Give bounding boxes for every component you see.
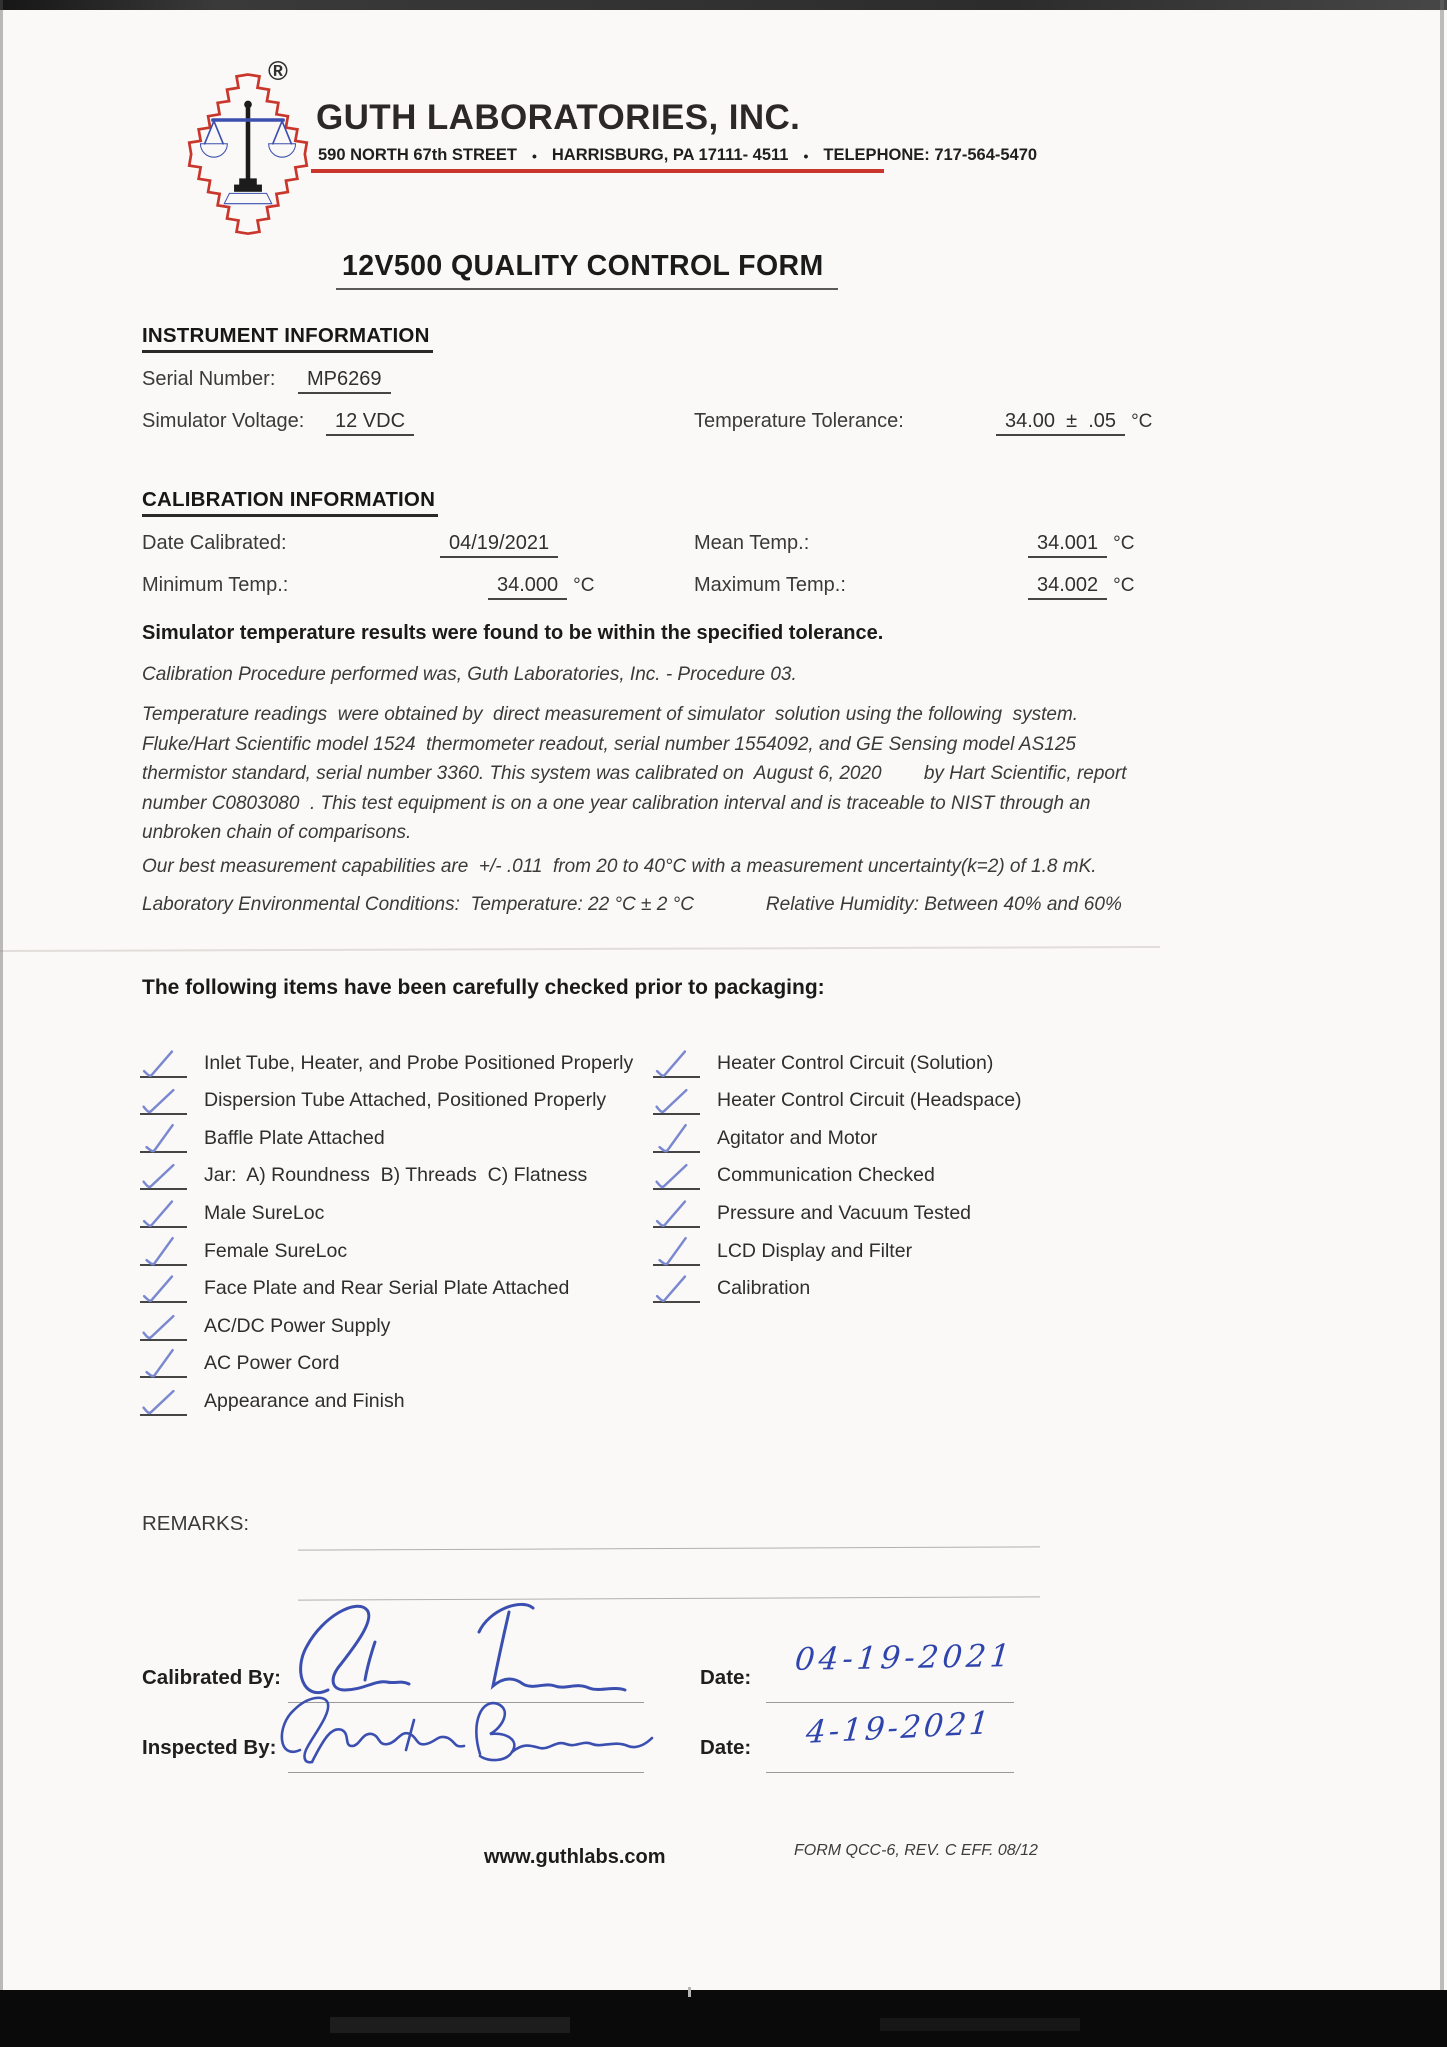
checkmark-icon	[654, 1050, 687, 1082]
checkmark-icon	[142, 1349, 178, 1384]
checkmark-icon	[652, 1086, 688, 1121]
check-blank-line	[653, 1162, 700, 1190]
mean-temp-field	[1028, 532, 1135, 558]
min-temp-field	[488, 574, 595, 600]
checklist-left-column	[140, 1040, 633, 1416]
checklist-item-label: Agitator and Motor	[717, 1126, 878, 1149]
check-blank-line	[140, 1313, 187, 1341]
letterhead-red-underline	[311, 169, 884, 173]
tolerance-result-statement: Simulator temperature results were found to be within the specified tolerance.	[142, 622, 884, 644]
checkmark-icon	[655, 1123, 691, 1158]
date-line	[766, 1772, 1014, 1773]
check-blank-line	[140, 1200, 187, 1228]
checklist-item	[653, 1228, 1022, 1266]
checklist-item-label: Female SureLoc	[204, 1239, 348, 1262]
registered-trademark: ®	[268, 56, 288, 86]
temperature-tolerance-unit: °C	[1131, 411, 1153, 432]
environment-conditions: Laboratory Environmental Conditions: Temperature: 22 °C ± 2 °C	[142, 894, 694, 915]
paragraph-line: Fluke/Hart Scientific model 1524 thermometer readout, serial number 1554092, and GE Sensing model AS125	[142, 733, 1076, 755]
section-heading-instrument: INSTRUMENT INFORMATION	[142, 324, 433, 353]
scan-edge-right	[1440, 0, 1444, 2047]
scan-scratch	[0, 946, 1160, 952]
checklist-item	[140, 1228, 633, 1266]
checklist-item	[140, 1190, 633, 1228]
checkmark-icon	[141, 1050, 174, 1082]
checklist-item	[653, 1190, 1022, 1228]
checklist-heading: The following items have been carefully checked prior to packaging:	[142, 976, 825, 999]
address-phone: TELEPHONE: 717-564-5470	[823, 146, 1038, 164]
checklist-item	[140, 1078, 633, 1116]
checkmark-icon	[139, 1386, 175, 1421]
date-label: Date:	[700, 1736, 752, 1759]
check-blank-line	[653, 1087, 700, 1115]
check-blank-line	[653, 1125, 700, 1153]
form-reference: FORM QCC-6, REV. C EFF. 08/12	[794, 1842, 1038, 1859]
checkmark-icon	[139, 1161, 175, 1196]
capabilities-statement: Our best measurement capabilities are +/- .011 from 20 to 40°C with a measurement uncertainty(k=2) of 1.8 mK.	[142, 856, 1097, 877]
checkmark-icon	[655, 1236, 691, 1271]
section-heading-calibration: CALIBRATION INFORMATION	[142, 488, 438, 517]
date-line	[766, 1702, 1014, 1703]
checklist-item-label: Face Plate and Rear Serial Plate Attached	[204, 1277, 570, 1300]
checklist-item-label: Heater Control Circuit (Solution)	[717, 1051, 994, 1074]
inspected-by-label: Inspected By:	[142, 1736, 277, 1759]
address-city: HARRISBURG, PA 17111- 4511	[551, 146, 789, 164]
serial-number-value: MP6269	[298, 368, 391, 394]
paragraph-line: number C0803080 . This test equipment is on a one year calibration interval and is traceable to NIST through an	[142, 792, 1091, 814]
checklist-item	[140, 1153, 633, 1191]
measurement-system-paragraph	[142, 700, 1127, 848]
check-blank-line	[653, 1238, 700, 1266]
checklist-item	[140, 1040, 633, 1078]
checkmark-icon	[139, 1311, 175, 1346]
remarks-label: REMARKS:	[142, 1512, 250, 1535]
checklist-item-label: Pressure and Vacuum Tested	[717, 1201, 972, 1224]
procedure-statement: Calibration Procedure performed was, Guth Laboratories, Inc. - Procedure 03.	[142, 664, 797, 685]
checklist-item	[140, 1303, 633, 1341]
website-url: www.guthlabs.com	[484, 1846, 666, 1868]
temperature-tolerance-field	[996, 410, 1152, 436]
checklist-item	[140, 1266, 633, 1304]
checklist-item-label: LCD Display and Filter	[717, 1239, 913, 1262]
check-blank-line	[653, 1200, 700, 1228]
bullet-icon: •	[531, 147, 537, 164]
check-blank-line	[140, 1125, 187, 1153]
temperature-tolerance-label: Temperature Tolerance:	[694, 410, 904, 432]
date-calibrated-value: 04/19/2021	[440, 532, 558, 558]
company-address-line	[318, 146, 1037, 165]
checkmark-icon	[652, 1161, 688, 1196]
checkmark-icon	[139, 1086, 175, 1121]
form-title: 12V500 QUALITY CONTROL FORM	[336, 250, 838, 290]
paragraph-line: thermistor standard, serial number 3360. This system was calibrated on August 6, 2020 by Hart Scientific, report	[142, 763, 1127, 784]
checklist-item-label: AC/DC Power Supply	[204, 1314, 391, 1337]
checklist-item	[140, 1115, 633, 1153]
check-blank-line	[140, 1275, 187, 1303]
checklist-item-label: Jar: A) Roundness B) Threads C) Flatness	[204, 1164, 588, 1187]
checkmark-icon	[141, 1275, 174, 1307]
paragraph-line: Temperature readings were obtained by direct measurement of simulator solution using the following system.	[142, 704, 1079, 725]
min-temp-value: 34.000	[488, 574, 567, 600]
checklist-item-label: Calibration	[717, 1277, 811, 1300]
calibrated-date-handwritten: 04-19-2021	[793, 1638, 1016, 1678]
checkmark-icon	[142, 1236, 178, 1271]
checklist-item	[653, 1040, 1022, 1078]
bullet-icon: •	[803, 147, 809, 164]
scan-edge-bottom	[0, 1990, 1447, 2047]
checkmark-icon	[654, 1200, 687, 1232]
scan-noise	[880, 2018, 1080, 2031]
address-street: 590 NORTH 67th STREET	[318, 146, 517, 164]
min-temp-unit: °C	[573, 575, 595, 596]
scan-noise	[330, 2017, 570, 2033]
check-blank-line	[140, 1388, 187, 1416]
checklist-item-label: Baffle Plate Attached	[204, 1126, 385, 1149]
max-temp-unit: °C	[1113, 575, 1135, 596]
inspected-date-handwritten: 4-19-2021	[804, 1705, 994, 1751]
checkmark-icon	[654, 1275, 687, 1307]
date-calibrated-label: Date Calibrated:	[142, 532, 287, 554]
checklist-item	[653, 1153, 1022, 1191]
checklist-item-label: Heater Control Circuit (Headspace)	[717, 1089, 1022, 1112]
scan-edge-left	[0, 0, 3, 2047]
temperature-tolerance-value: 34.00 ± .05	[996, 410, 1125, 436]
checklist-item-label: Appearance and Finish	[204, 1389, 405, 1412]
check-blank-line	[140, 1350, 187, 1378]
environment-statement	[142, 894, 1122, 916]
company-name: GUTH LABORATORIES, INC.	[316, 98, 801, 137]
checklist-item-label: Male SureLoc	[204, 1201, 325, 1224]
remarks-line	[298, 1546, 1040, 1550]
check-blank-line	[140, 1050, 187, 1078]
max-temp-field	[1028, 574, 1135, 600]
mean-temp-unit: °C	[1113, 533, 1135, 554]
mean-temp-value: 34.001	[1028, 532, 1107, 558]
checklist-item	[653, 1115, 1022, 1153]
checklist-item-label: Inlet Tube, Heater, and Probe Positioned Properly	[204, 1051, 634, 1074]
min-temp-label: Minimum Temp.:	[142, 574, 289, 596]
check-blank-line	[140, 1087, 187, 1115]
checklist-right-column	[653, 1040, 1022, 1303]
checklist-item	[140, 1378, 633, 1416]
check-blank-line	[653, 1050, 700, 1078]
check-blank-line	[653, 1275, 700, 1303]
check-blank-line	[140, 1238, 187, 1266]
company-logo-icon	[186, 62, 310, 240]
max-temp-value: 34.002	[1028, 574, 1107, 600]
serial-number-label: Serial Number:	[142, 368, 276, 390]
relative-humidity: Relative Humidity: Between 40% and 60%	[765, 894, 1122, 915]
scan-edge-top	[0, 0, 1447, 10]
inspected-signature	[266, 1688, 656, 1783]
checkmark-icon	[142, 1123, 178, 1158]
checklist-item	[653, 1266, 1022, 1304]
date-label: Date:	[700, 1666, 752, 1689]
checklist-item-label: AC Power Cord	[204, 1352, 340, 1375]
checklist-item-label: Dispersion Tube Attached, Positioned Properly	[204, 1089, 607, 1112]
check-blank-line	[140, 1162, 187, 1190]
mean-temp-label: Mean Temp.:	[694, 532, 810, 554]
checkmark-icon	[141, 1200, 174, 1232]
checklist-item	[653, 1078, 1022, 1116]
checklist-item-label: Communication Checked	[717, 1164, 935, 1187]
simulator-voltage-value: 12 VDC	[326, 410, 414, 436]
scan-speck	[688, 1987, 691, 1997]
max-temp-label: Maximum Temp.:	[694, 574, 846, 596]
checklist-item	[140, 1341, 633, 1379]
paragraph-line: unbroken chain of comparisons.	[142, 822, 412, 843]
scales-of-justice-icon	[200, 101, 295, 204]
simulator-voltage-label: Simulator Voltage:	[142, 410, 305, 432]
calibrated-by-label: Calibrated By:	[142, 1666, 281, 1689]
